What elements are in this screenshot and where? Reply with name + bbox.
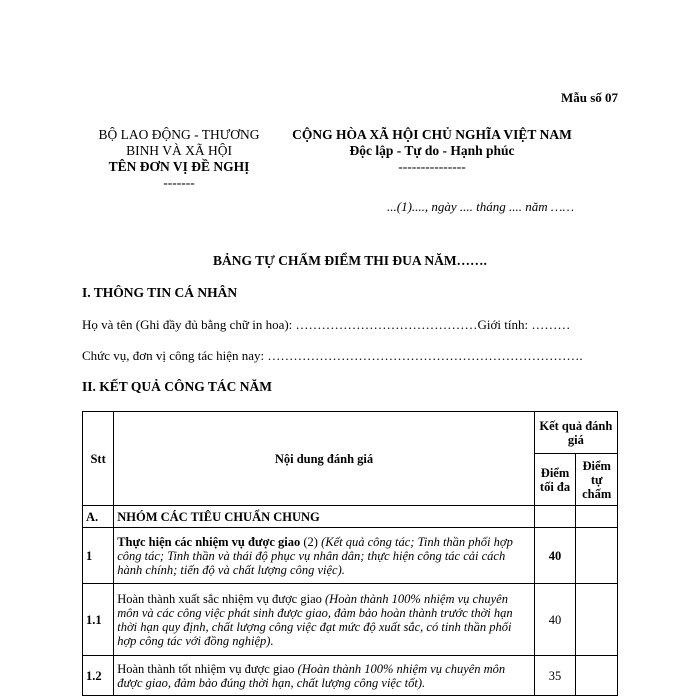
section-annual-results: II. KẾT QUẢ CÔNG TÁC NĂM [82,379,273,394]
full-name-field: Họ và tên (Ghi đầy đủ bằng chữ in hoa): ……………………………………Giới tính: ……… [82,317,571,332]
row-content-note: (2) [300,534,322,549]
header-self-score: Điểm tự chấm [576,454,618,506]
table-row [83,528,618,584]
row-max-score: 35 [534,656,576,696]
row-content-bold: NHÓM CÁC TIÊU CHUẨN CHUNG [117,509,320,524]
row-content-italic: (Kết quả công tác; Tinh thần phối hợp công tác; Tinh thần và thái độ phục vụ nhân dân; thực hiện công tác cải cách hành chính; tiến độ và chất lượng công việc). [117,534,513,577]
motto-divider: --------------- [398,159,466,174]
row-content-normal: Hoàn thành xuất sắc nhiệm vụ được giao [117,591,325,606]
row-content [114,506,535,528]
agency-line-2: BINH VÀ XÃ HỘI [126,143,232,158]
date-line: ...(1)...., ngày .... tháng .... năm …… [387,199,575,214]
row-content-bold: Thực hiện các nhiệm vụ được giao [117,534,301,549]
document-title: BẢNG TỰ CHẤM ĐIỂM THI ĐUA NĂM……. [213,253,487,268]
row-content [114,584,535,656]
unit-name: TÊN ĐƠN VỊ ĐỀ NGHỊ [108,159,250,174]
header-stt: Stt [83,412,114,506]
national-motto: Độc lập - Tự do - Hạnh phúc [349,143,515,158]
row-max-score: 40 [534,584,576,656]
header-content: Nội dung đánh giá [114,412,535,506]
section-personal-info: I. THÔNG TIN CÁ NHÂN [82,285,238,300]
row-stt: 1.2 [83,656,114,696]
row-self-score [576,506,618,528]
header-result: Kết quả đánh giá [534,412,617,454]
row-self-score [576,584,618,656]
table-row [83,656,618,696]
agency-line-1: BỘ LAO ĐỘNG - THƯƠNG [98,127,260,142]
row-stt: 1.1 [83,584,114,656]
form-number: Mẫu số 07 [560,90,618,105]
row-self-score [576,528,618,584]
position-field: Chức vụ, đơn vị công tác hiện nay: ………………………………………………………………. [82,348,583,363]
row-content-italic: (Hoàn thành 100% nhiệm vụ chuyên môn được giao, đảm bảo đúng thời hạn, chất lượng công việc tốt). [117,661,506,690]
national-title: CỘNG HÒA XÃ HỘI CHỦ NGHĨA VIỆT NAM [292,127,572,142]
row-self-score [576,656,618,696]
table-row [83,506,618,528]
table-row [83,584,618,656]
evaluation-table [82,411,618,696]
row-stt: A. [83,506,114,528]
agency-divider: ------- [163,175,195,190]
row-max-score: 40 [534,528,576,584]
issuing-agency-header [84,127,274,191]
row-content-italic: (Hoàn thành 100% nhiệm vụ chuyên môn và các công việc phát sinh được giao, đảm bảo hoàn thành trước thời hạn thời hạn quy định, chất lượng công việc đạt mức độ xuất sắc, có tinh thần phối hợp công tác với đồng nghiệp). [117,591,513,648]
row-content [114,528,535,584]
row-max-score [534,506,576,528]
national-header [282,127,582,175]
row-content-normal: Hoàn thành tốt nhiệm vụ được giao [117,661,298,676]
row-stt: 1 [83,528,114,584]
header-max-score: Điểm tối đa [534,454,576,506]
row-content [114,656,535,696]
